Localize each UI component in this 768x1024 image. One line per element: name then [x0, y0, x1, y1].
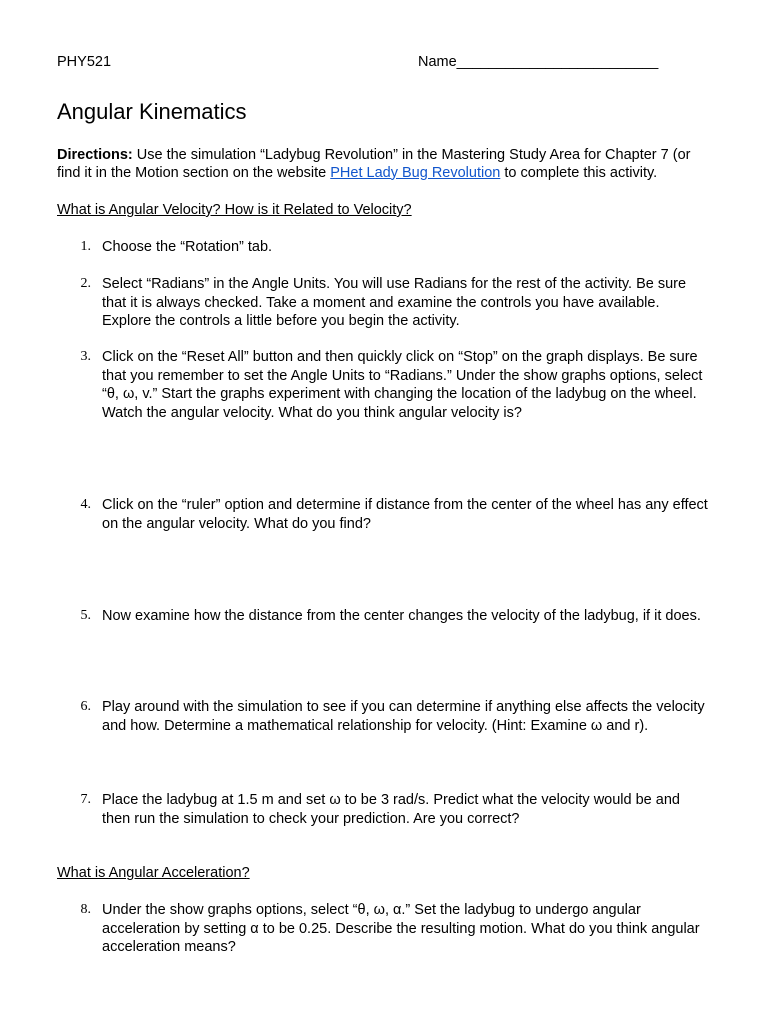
question-number: 4. [80, 497, 91, 512]
question-number: 3. [80, 349, 91, 364]
question-text: Place the ladybug at 1.5 m and set ω to be 3 rad/s. Predict what the velocity would be and then run the simulation to check your prediction. Are you correct? [102, 792, 680, 827]
question-text: Click on the “ruler” option and determine if distance from the center of the wheel has any effect on the angular velocity. What do you find? [102, 497, 708, 532]
question-text: Play around with the simulation to see if you can determine if anything else affects the velocity and how. Determine a mathematical relationship for velocity. (Hint: Examine ω and r). [102, 699, 705, 734]
question-number: 7. [80, 792, 91, 807]
directions-label: Directions: [57, 147, 133, 163]
phet-link[interactable]: PHet Lady Bug Revolution [330, 164, 501, 181]
page-title: Angular Kinematics [57, 99, 247, 124]
question-number: 8. [80, 902, 91, 917]
question-text: Click on the “Reset All” button and then quickly click on “Stop” on the graph displays. Be sure that you remember to set the Angle Units to “Radians.” Under the show graphs options, select “θ, ω, v.” Start the graphs experiment with changing the location of the ladybug on the wheel. Watch the angular velocity. What do you think angular velocity is? [102, 349, 703, 421]
section-heading-angular-velocity: What is Angular Velocity? How is it Related to Velocity? [57, 202, 412, 218]
question-text: Under the show graphs options, select “θ, ω, α.” Set the ladybug to undergo angular acceleration by setting α to be 0.25. Describe the resulting motion. What do you think angular acceleration means? [102, 902, 700, 955]
question-number: 6. [80, 699, 91, 714]
directions-paragraph [57, 147, 717, 182]
question-text: Choose the “Rotation” tab. [102, 239, 273, 255]
question-text: Select “Radians” in the Angle Units. You will use Radians for the rest of the activity. Be sure that it is always checked. Take a moment and examine the controls you have available. Explore the controls a little before you begin the activity. [102, 276, 687, 329]
course-code: PHY521 [57, 54, 112, 70]
question-number: 1. [80, 239, 91, 254]
question-number: 2. [80, 276, 91, 291]
question-number: 5. [80, 608, 91, 623]
question-text: Now examine how the distance from the center changes the velocity of the ladybug, if it does. [102, 608, 701, 624]
directions-text-after: to complete this activity. [500, 164, 658, 181]
name-field-label: Name_________________________ [418, 54, 659, 70]
section-heading-angular-acceleration: What is Angular Acceleration? [57, 865, 250, 881]
directions-text-before: Use the simulation “Ladybug Revolution” in the Mastering Study Area for Chapter 7 (or find it in the Motion section on the website [57, 147, 691, 181]
